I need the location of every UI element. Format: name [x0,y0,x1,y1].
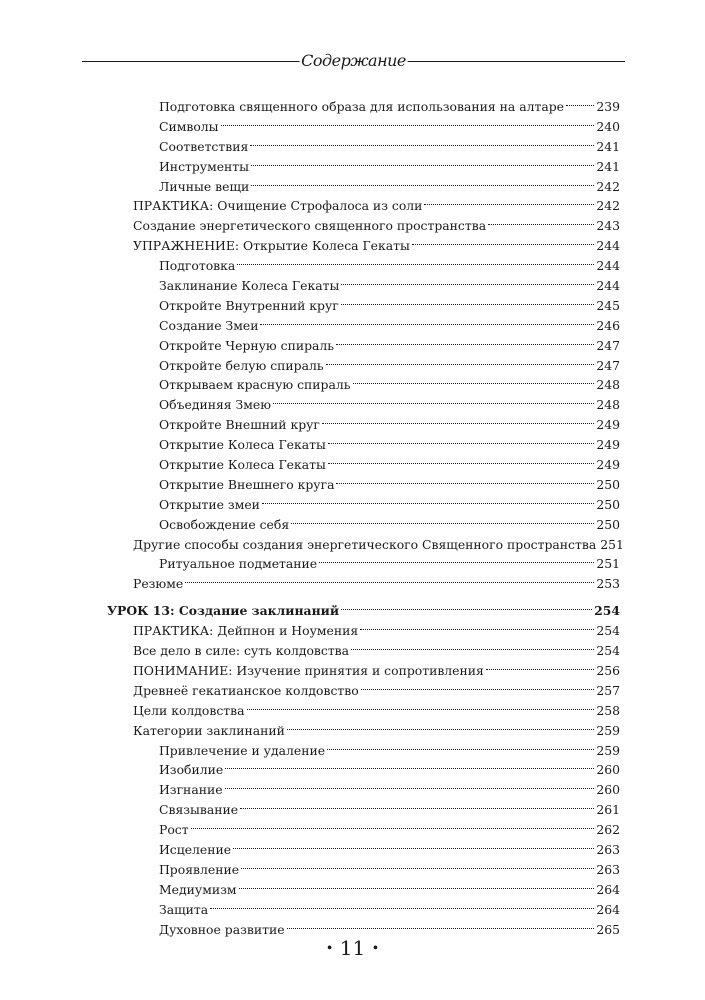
toc-entry-title: Рост [159,822,189,838]
toc-entry-title: Связывание [159,802,239,818]
toc-entry-title: Открытие Внешнего круга [159,476,335,492]
toc-entry-title: Медиумизм [159,881,237,897]
toc-entry-title: Другие способы создания энергетического Священного пространства [133,536,597,552]
dot-leader [241,855,594,874]
dot-leader [250,132,594,151]
toc-entry-title: Привлечение и удаление [159,742,326,758]
toc-entry-page: 263 [596,861,620,877]
footer-ornament-left: • [325,941,334,957]
toc-entry [107,92,620,112]
dot-leader [566,92,594,111]
toc-entry-page: 258 [596,702,620,718]
toc-entry-title: Откройте Внешний круг [159,417,320,433]
dot-leader [351,636,594,655]
toc-entry-title: Открытие Колеса Гекаты [159,437,326,453]
toc-entry-title: Открытие змеи [159,496,260,512]
toc-entry-page: 253 [596,576,620,592]
page-number: 11 [339,936,366,960]
dot-leader [341,291,595,310]
toc-entry-page: 259 [596,722,620,738]
dot-leader [221,112,595,131]
dot-leader [262,490,594,509]
dot-leader [287,716,594,735]
toc-entry-page: 249 [596,457,620,473]
toc-entry-page: 250 [596,516,620,532]
toc-entry-page: 264 [596,901,620,917]
toc-entry-title: Откройте Черную спираль [159,337,335,353]
toc-entry-page: 260 [596,782,620,798]
toc-entry-page: 244 [596,278,620,294]
toc-entry-page: 261 [596,802,620,818]
toc-entry-page: 244 [596,258,620,274]
toc-entry-title: Объединяя Змею [159,397,272,413]
toc-entry-title: Цели колдовства [133,702,245,718]
dot-leader [237,251,594,270]
toc-entry-title: Древнеё гекатианское колдовство [133,682,359,698]
toc-entry-title: Все дело в силе: суть колдовства [133,643,350,659]
dot-leader [191,815,595,834]
dot-leader [360,616,594,635]
toc-entry-title: Соответствия [159,138,249,154]
dot-leader [424,191,594,210]
toc-entry-title: Изгнание [159,782,223,798]
toc-entry-page: 246 [596,317,620,333]
dot-leader [239,875,595,894]
toc-entry-page: 251 [596,556,620,572]
running-header [82,50,625,74]
dot-leader [185,569,594,588]
toc-entry-page: 256 [596,662,620,678]
dot-leader [251,152,594,171]
dot-leader [210,895,594,914]
toc-entry-title: ПРАКТИКА: Очищение Строфалоса из соли [133,198,423,214]
dot-leader [240,795,594,814]
toc-entry-title: ПРАКТИКА: Дейпнон и Ноумения [133,623,359,639]
toc-entry-page: 243 [596,218,620,234]
dot-leader [326,351,595,370]
footer-ornament-right: • [371,941,380,957]
toc-entry-title: Символы [159,118,219,134]
dot-leader [336,470,594,489]
toc-entry-page: 265 [596,921,620,937]
toc-entry-page: 250 [596,476,620,492]
toc-entry-title: Откройте белую спираль [159,357,324,373]
dot-leader [328,430,595,449]
toc-entry-title: Личные вещи [159,178,250,194]
dot-leader [260,311,594,330]
toc-entry-title: Исцеление [159,841,232,857]
dot-leader [233,835,594,854]
toc-entry-page: 251 [600,536,624,552]
toc-entry-title: Изобилие [159,762,224,778]
toc-entry-title: Заклинание Колеса Гекаты [159,278,340,294]
toc-entry-page: 264 [596,881,620,897]
toc-entry-page: 240 [596,118,620,134]
toc-entry-title: Открытие Колеса Гекаты [159,457,326,473]
toc-entry-page: 242 [596,198,620,214]
toc-entry-title: УРОК 13: Создание заклинаний [107,603,340,619]
toc-entry-page: 248 [596,397,620,413]
toc-entry-page: 247 [596,357,620,373]
dot-leader [336,331,594,350]
toc-entry [107,596,620,619]
dot-leader [225,755,594,774]
dot-leader [361,676,595,695]
toc-entry-page: 241 [596,158,620,174]
toc-entry-page: 244 [596,238,620,254]
toc-entry-title: Ритуальное подметание [159,556,318,572]
dot-leader [247,696,595,715]
dot-leader [412,231,594,250]
dot-leader [353,370,595,389]
toc-entry-page: 241 [596,138,620,154]
toc-entry-title: Духовное развитие [159,921,285,937]
toc-entry-title: Резюме [133,576,184,592]
toc-entry-page: 249 [596,437,620,453]
toc-entry-page: 263 [596,841,620,857]
toc-entry-page: 254 [596,623,620,639]
dot-leader [327,736,594,755]
toc-entry-page: 254 [594,603,620,619]
dot-leader [225,775,595,794]
toc-entry-title: Категории заклинаний [133,722,285,738]
toc-entry-title: Подготовка [159,258,236,274]
toc-entry-page: 259 [596,742,620,758]
dot-leader [328,450,595,469]
toc-entry-page: 247 [596,337,620,353]
toc-entry-title: Освобождение себя [159,516,290,532]
page-footer [0,935,705,963]
toc-entry-title: Создание энергетического священного пространства [133,218,487,234]
toc-entry-title: Открываем красную спираль [159,377,351,393]
dot-leader [341,271,594,290]
header-title: Содержание [301,51,406,70]
toc-entry-page: 257 [596,682,620,698]
dot-leader [287,915,595,934]
toc-entry-page: 254 [596,643,620,659]
toc-entry-title: Проявление [159,861,240,877]
toc-entry-title: Защита [159,901,209,917]
toc-entry-page: 248 [596,377,620,393]
toc-entry-title: Подготовка священного образа для использования на алтаре [159,99,564,114]
dot-leader [488,211,594,230]
toc-entry-page: 260 [596,762,620,778]
dot-leader [486,656,594,675]
toc-entry-title: Инструменты [159,158,250,174]
toc-entry-title: ПОНИМАНИЕ: Изучение принятия и сопротивления [133,662,484,678]
toc-entry-page: 242 [596,178,620,194]
toc-entry-title: Создание Змеи [159,317,259,333]
table-of-contents [107,92,624,937]
dot-leader [322,410,594,429]
dot-leader [319,549,594,568]
toc-entry-page: 249 [596,417,620,433]
toc-entry-title: Откройте Внутренний круг [159,297,339,313]
dot-leader [251,172,594,191]
toc-entry-page: 245 [596,297,620,313]
toc-entry-page: 239 [596,99,620,114]
toc-entry-page: 250 [596,496,620,512]
toc-entry-page: 262 [596,822,620,838]
dot-leader [341,596,592,615]
toc-entry-title: УПРАЖНЕНИЕ: Открытие Колеса Гекаты [133,238,410,254]
dot-leader [273,390,594,409]
dot-leader [291,510,594,529]
